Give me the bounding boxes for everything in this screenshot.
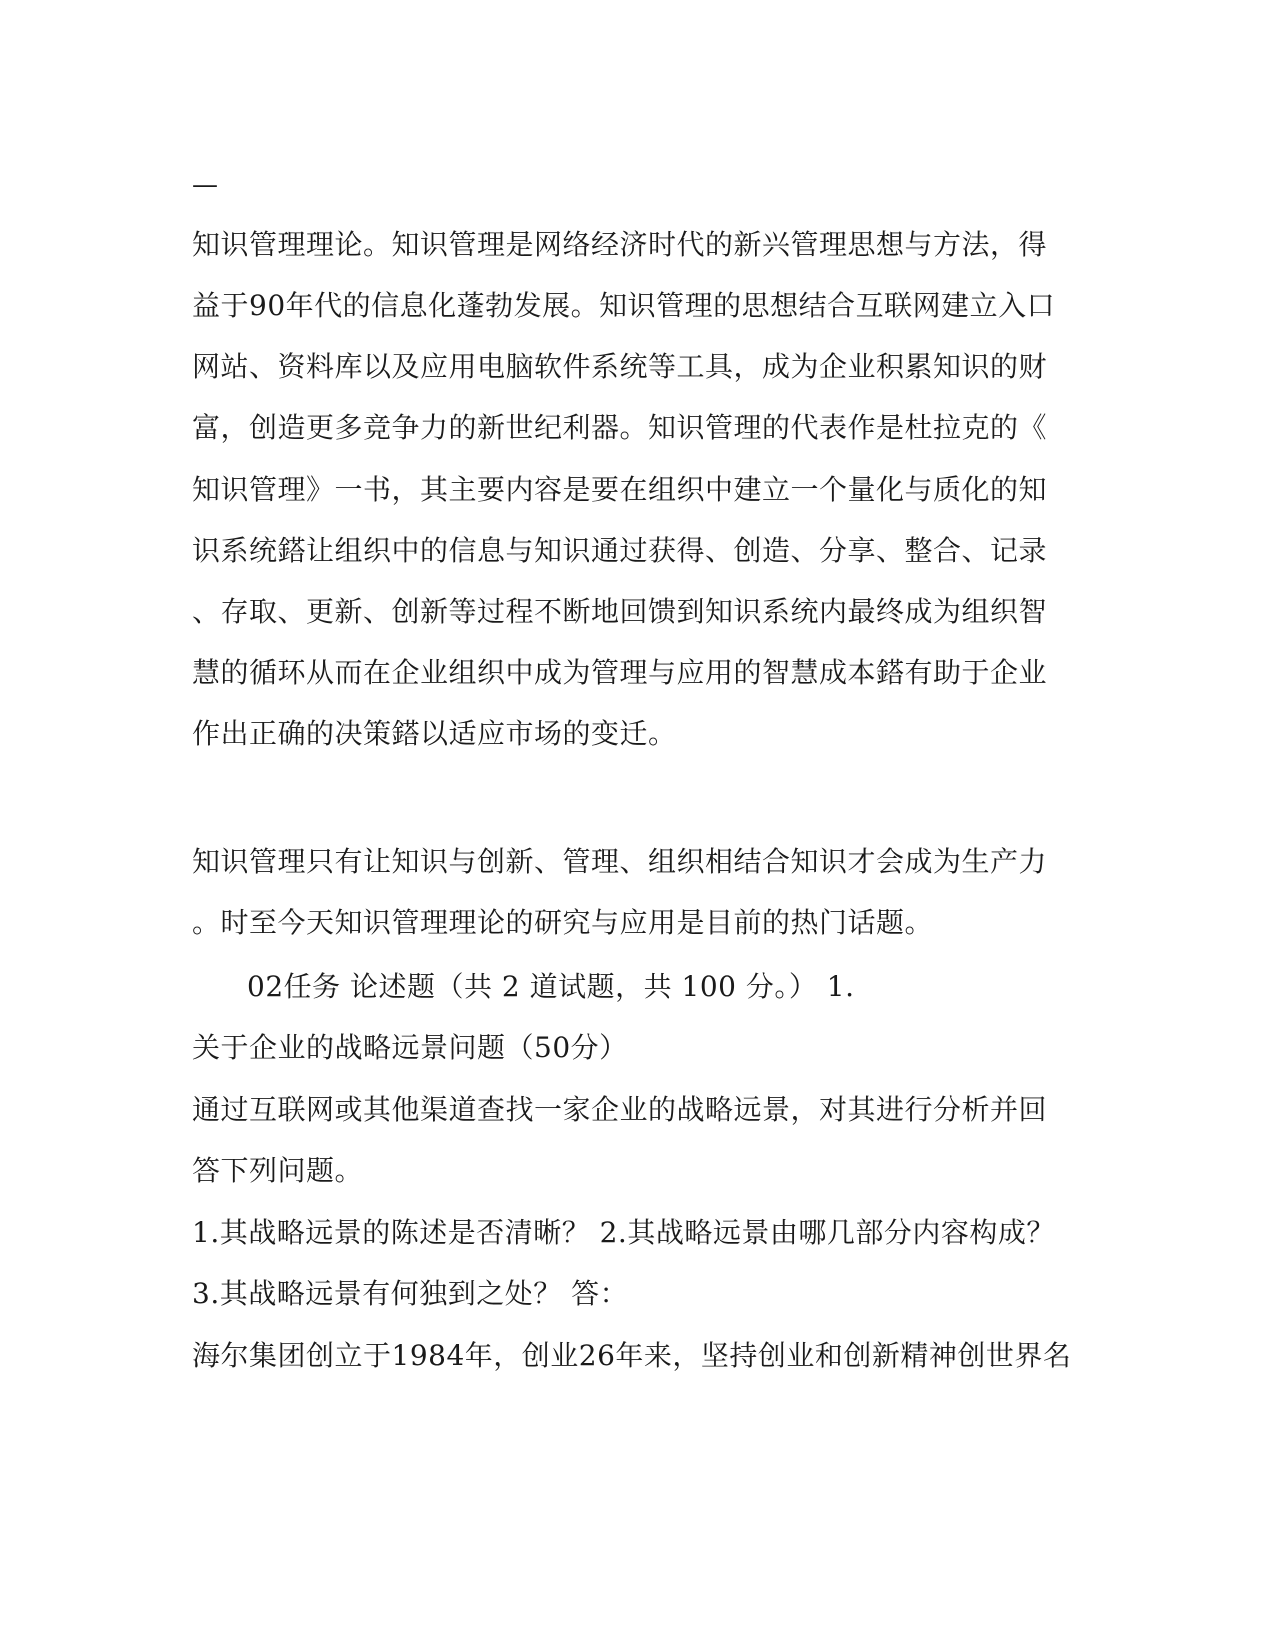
paragraph-2-line-2: 。时至今天知识管理理论的研究与应用是目前的热门话题。 xyxy=(192,906,934,939)
question-body-line-2: 答下列问题。 xyxy=(192,1154,364,1187)
task-heading: 02任务 论述题（共 2 道试题，共 100 分。） 1. xyxy=(247,970,855,1003)
answer-line-1: 海尔集团创立于1984年，创业26年来，坚持创业和创新精神创世界名 xyxy=(192,1339,1072,1372)
top-dash-mark: — xyxy=(192,170,218,200)
paragraph-1-line-2: 益于90年代的信息化蓬勃发展。知识管理的思想结合互联网建立入口 xyxy=(192,289,1056,322)
paragraph-1-line-9: 作出正确的决策鎝以适应市场的变迁。 xyxy=(192,717,677,750)
sub-questions-line-2: 3.其战略远景有何独到之处？ 答： xyxy=(192,1277,629,1310)
paragraph-1-line-8: 慧的循环从而在企业组织中成为管理与应用的智慧成本鎝有助于企业 xyxy=(192,656,1048,689)
paragraph-1-line-4: 富，创造更多竞争力的新世纪利器。知识管理的代表作是杜拉克的《 xyxy=(192,411,1048,444)
paragraph-1-line-1: 知识管理理论。知识管理是网络经济时代的新兴管理思想与方法，得 xyxy=(192,228,1048,261)
sub-questions-line-1: 1.其战略远景的陈述是否清晰？ 2.其战略远景由哪几部分内容构成？ xyxy=(192,1216,1055,1249)
paragraph-1-line-6: 识系统鎝让组织中的信息与知识通过获得、创造、分享、整合、记录 xyxy=(192,534,1048,567)
question-body-line-1: 通过互联网或其他渠道查找一家企业的战略远景，对其进行分析并回 xyxy=(192,1093,1048,1126)
paragraph-2-line-1: 知识管理只有让知识与创新、管理、组织相结合知识才会成为生产力 xyxy=(192,845,1048,878)
paragraph-1-line-5: 知识管理》一书，其主要内容是要在组织中建立一个量化与质化的知 xyxy=(192,473,1048,506)
paragraph-1-line-7: 、存取、更新、创新等过程不断地回馈到知识系统内最终成为组织智 xyxy=(192,595,1048,628)
paragraph-1-line-3: 网站、资料库以及应用电脑软件系统等工具，成为企业积累知识的财 xyxy=(192,350,1048,383)
question-title: 关于企业的战略远景问题（50分） xyxy=(192,1031,628,1064)
